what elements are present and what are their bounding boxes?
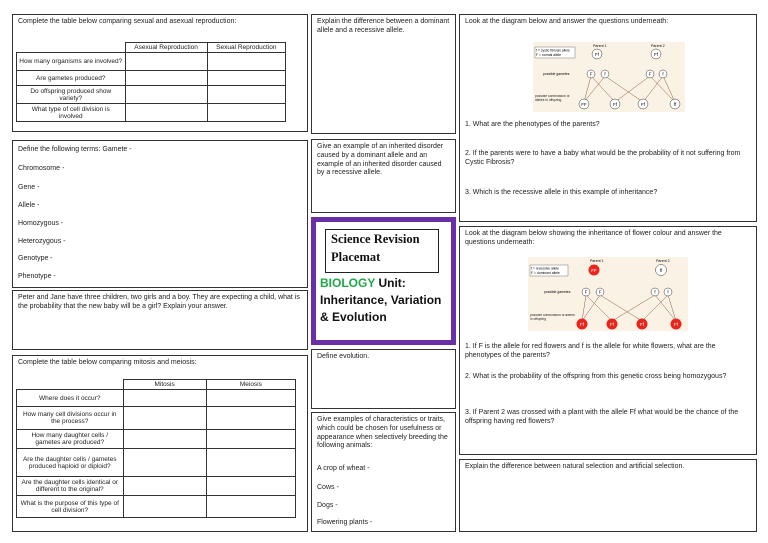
table-header-row — [17, 380, 296, 390]
parent-1-label: Parent 1 — [590, 259, 604, 263]
probability-question-box — [12, 290, 308, 350]
parent-2-label: Parent 2 — [656, 259, 670, 263]
answer-cell[interactable] — [125, 104, 207, 122]
flower-question: 2. What is the probability of the offspring from this genetic cross being homozygous? — [465, 373, 727, 380]
breeding-item: A crop of wheat - — [317, 465, 370, 472]
unit-label: Unit: — [378, 276, 406, 290]
mitosis-meiosis-instruction: Complete the table below comparing mitosis and meiosis: — [18, 359, 197, 366]
inherited-disorder-text: Give an example of an inherited disorder caused by a dominant allele and an example of an inherited disorder caused by a recessive allele. — [317, 143, 444, 177]
offspring: FF — [581, 101, 587, 107]
dominant-recessive-box — [311, 14, 456, 134]
mitosis-meiosis-table — [16, 379, 296, 518]
sexual-asexual-box — [12, 14, 308, 132]
answer-cell[interactable] — [206, 449, 295, 477]
offspring: Ff — [613, 101, 617, 107]
term-item: Allele - — [18, 202, 40, 209]
row-label: What type of cell division is involved — [17, 104, 126, 122]
term-item: Heterozygous - — [18, 238, 66, 245]
row-label: How many cell divisions occur in the process? — [17, 407, 124, 430]
answer-cell[interactable] — [206, 496, 295, 518]
cf-question: 1. What are the phenotypes of the parents? — [465, 121, 600, 128]
answer-cell[interactable] — [206, 407, 295, 430]
table-row — [17, 390, 296, 407]
offspring: Ff — [640, 321, 644, 327]
table-row — [17, 53, 286, 71]
answer-cell[interactable] — [207, 71, 285, 86]
evolution-text: Define evolution. — [317, 353, 370, 360]
offspring: Ff — [674, 321, 678, 327]
parent-1-genotype: Ff — [595, 51, 599, 57]
offspring: Ff — [610, 321, 614, 327]
table-row — [17, 449, 296, 477]
answer-cell[interactable] — [207, 53, 285, 71]
row-label: How many daughter cells / gametes are produced? — [17, 430, 124, 449]
answer-cell[interactable] — [123, 407, 206, 430]
gametes-label: possible gametes — [543, 72, 570, 76]
flower-key-line: F = dominant allele — [531, 271, 560, 275]
cf-question: 2. If the parents were to have a baby what would be the probability of it not suffering from Cystic Fibrosis? — [465, 150, 741, 166]
topic-line-1: Inheritance, Variation — [320, 293, 442, 307]
title-line-1: Science Revision — [331, 232, 420, 246]
term-item: Genotype - — [18, 255, 53, 262]
answer-cell[interactable] — [123, 390, 206, 407]
terms-instruction: Define the following terms: Gamete - — [18, 146, 132, 153]
define-terms-box — [12, 140, 308, 288]
gamete: f — [654, 289, 656, 295]
table-header-row — [17, 43, 286, 53]
flower-instruction: Look at the diagram below showing the inheritance of flower colour and answer the questions underneath: — [465, 230, 722, 246]
column-header: Mitosis — [123, 380, 206, 390]
term-item: Chromosome - — [18, 165, 65, 172]
term-item: Phenotype - — [18, 273, 56, 280]
term-item: Homozygous - — [18, 220, 64, 227]
column-header: Meiosis — [206, 380, 295, 390]
table-row — [17, 86, 286, 104]
column-header: Sexual Reproduction — [207, 43, 285, 53]
selection-box — [459, 459, 757, 532]
offspring: Ff — [580, 321, 584, 327]
parent-1-label: Parent 1 — [593, 44, 607, 48]
answer-cell[interactable] — [206, 390, 295, 407]
row-label: How many organisms are involved? — [17, 53, 126, 71]
selective-breeding-box — [311, 412, 456, 532]
table-row — [17, 477, 296, 496]
mitosis-meiosis-box — [12, 355, 308, 532]
gamete: f — [662, 71, 664, 77]
gamete: F — [648, 71, 652, 77]
flower-question: 3. If Parent 2 was crossed with a plant with the allele Ff what would be the chance of the offspring having red flowers? — [465, 409, 739, 425]
title-line-2: Placemat — [331, 250, 381, 264]
table-row — [17, 104, 286, 122]
flower-inheritance-diagram — [528, 257, 688, 331]
table-row — [17, 496, 296, 518]
topic-line-2: & Evolution — [320, 310, 387, 324]
answer-cell[interactable] — [123, 477, 206, 496]
gametes-label: possible gametes — [544, 290, 571, 294]
parent-1-genotype: FF — [591, 267, 597, 273]
answer-cell[interactable] — [206, 477, 295, 496]
title-header-box — [325, 229, 439, 273]
answer-cell[interactable] — [123, 430, 206, 449]
subject-label: BIOLOGY — [320, 276, 376, 290]
cystic-fibrosis-box — [459, 14, 757, 222]
cf-key-line: f = cystic fibrosis allele — [536, 48, 570, 53]
parent-2-genotype: ff — [659, 267, 663, 273]
unit-title — [320, 275, 450, 326]
probability-question-text: Peter and Jane have three children, two girls and a boy. They are expecting a child, what is the probability that the new baby will be a girl? Explain your answer. — [18, 294, 300, 310]
dominant-recessive-text: Explain the difference between a dominant allele and a recessive allele. — [317, 18, 450, 34]
answer-cell[interactable] — [207, 104, 285, 122]
row-label: What is the purpose of this type of cell division? — [17, 496, 124, 518]
table-row — [17, 430, 296, 449]
answer-cell[interactable] — [207, 86, 285, 104]
cf-inheritance-diagram — [533, 42, 685, 112]
table-row — [17, 407, 296, 430]
parent-2-genotype: Ff — [654, 51, 658, 57]
row-label: Where does it occur? — [17, 390, 124, 407]
answer-cell[interactable] — [125, 53, 207, 71]
breeding-item: Dogs - — [317, 502, 338, 509]
sexual-asexual-table — [16, 42, 286, 122]
table-row — [17, 71, 286, 86]
row-label: Are gametes produced? — [17, 71, 126, 86]
parent-2-label: Parent 2 — [651, 44, 665, 48]
cf-instruction: Look at the diagram below and answer the questions underneath: — [465, 18, 669, 25]
cf-key-line: F = normal allele — [536, 53, 562, 57]
cf-question: 3. Which is the recessive allele in this example of inheritance? — [465, 189, 658, 196]
row-label: Are the daughter cells identical or different to the original? — [17, 477, 124, 496]
offspring-label: possible combination of alleles in offspring — [530, 314, 575, 321]
row-label: Are the daughter cells / gametes produced haploid or diploid? — [17, 449, 124, 477]
answer-cell[interactable] — [125, 71, 207, 86]
answer-cell[interactable] — [123, 449, 206, 477]
selective-breeding-text: Give examples of characteristics or traits, which could be chosen for usefulness or appearance when selectively breeding the following animals: — [317, 416, 448, 450]
row-label: Do offspring produced show variety? — [17, 86, 126, 104]
column-header: Asexual Reproduction — [125, 43, 207, 53]
gamete: F — [589, 71, 593, 77]
term-item: Gene - — [18, 184, 40, 191]
answer-cell[interactable] — [123, 496, 206, 518]
flower-colour-box — [459, 226, 757, 455]
answer-cell[interactable] — [206, 430, 295, 449]
answer-cell[interactable] — [125, 86, 207, 104]
flower-key-line: f = recessive allele — [531, 266, 559, 271]
gamete: F — [584, 289, 588, 295]
offspring-label: possible combination of alleles in offspring — [535, 95, 570, 102]
breeding-item: Flowering plants - — [317, 519, 373, 526]
gamete: f — [667, 289, 669, 295]
evolution-box — [311, 349, 456, 409]
inherited-disorder-box — [311, 139, 456, 213]
sexual-asexual-instruction: Complete the table below comparing sexual and asexual reproduction: — [18, 18, 237, 25]
gamete: F — [598, 289, 602, 295]
selection-text: Explain the difference between natural selection and artificial selection. — [465, 463, 685, 470]
title-panel — [311, 217, 456, 345]
breeding-item: Cows - — [317, 484, 339, 491]
gamete: f — [604, 71, 606, 77]
flower-question: 1. If F is the allele for red flowers and f is the allele for white flowers, what are the phenotypes of the parents? — [465, 343, 716, 359]
offspring: ff — [673, 101, 677, 107]
offspring: Ff — [641, 101, 645, 107]
